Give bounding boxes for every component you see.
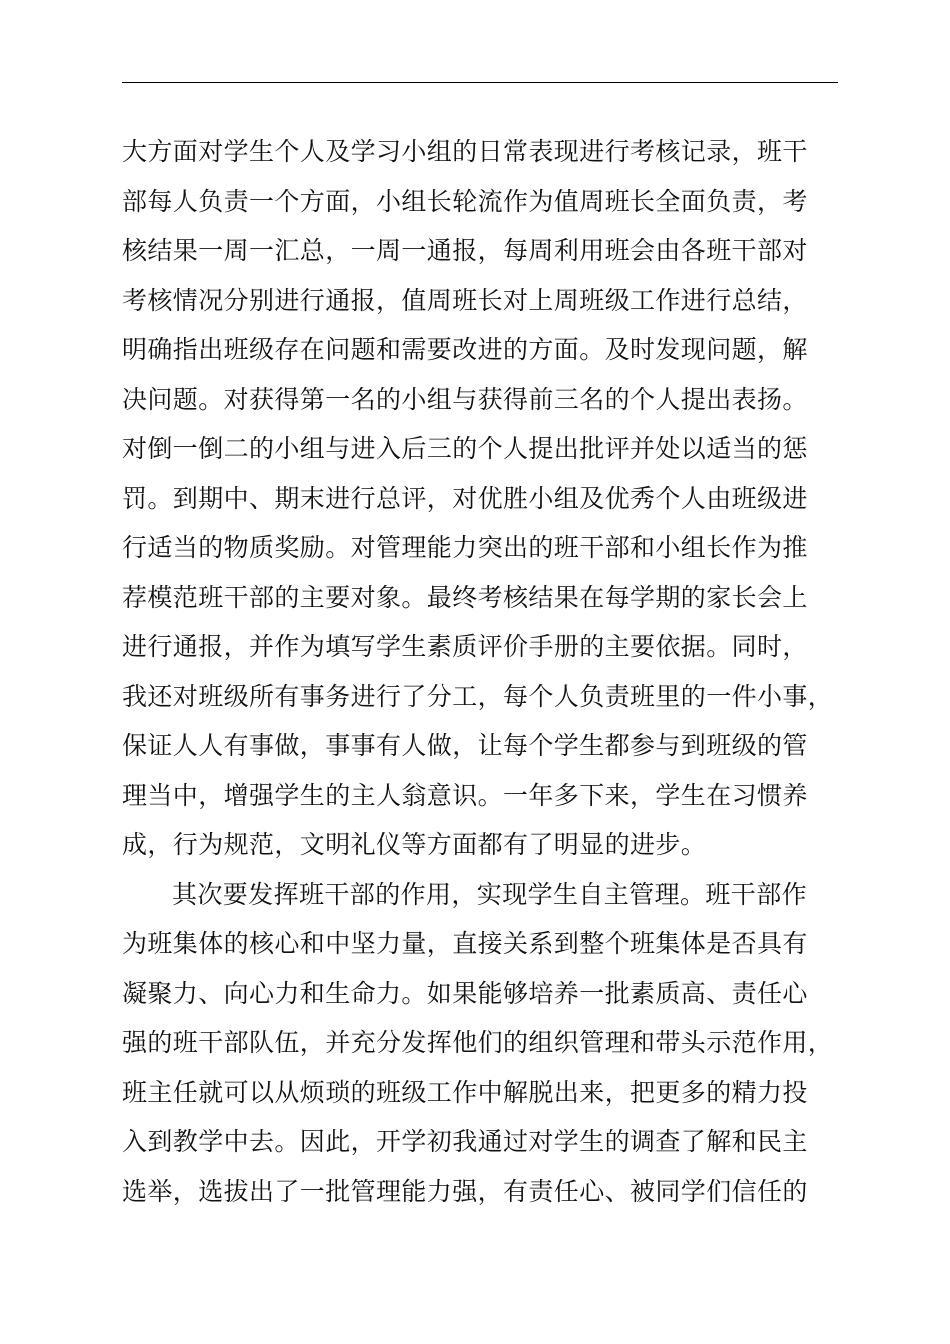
text-line: 选举，选拔出了一批管理能力强，有责任心、被同学们信任的 xyxy=(122,1176,808,1206)
text-line: 进行通报，并作为填写学生素质评价手册的主要依据。同时， xyxy=(122,632,808,661)
text-line: 班主任就可以从烦琐的班级工作中解脱出来，把更多的精力投 xyxy=(122,1077,808,1107)
text-line: 罚。到期中、期末进行总评，对优胜小组及优秀个人由班级进 xyxy=(122,483,808,513)
document-body xyxy=(122,127,867,1216)
text-line: 成，行为规范，文明礼仪等方面都有了明显的进步。 xyxy=(122,830,707,859)
text-line: 为班集体的核心和中坚力量，直接关系到整个班集体是否具有 xyxy=(122,929,808,958)
text-line: 荐模范班干部的主要对象。最终考核结果在每学期的家长会上 xyxy=(122,582,808,612)
text-line: 大方面对学生个人及学习小组的日常表现进行考核记录，班干 xyxy=(122,137,808,166)
text-line: 行适当的物质奖励。对管理能力突出的班干部和小组长作为推 xyxy=(122,533,808,562)
header-rule xyxy=(122,82,838,83)
text-line: 决问题。对获得第一名的小组与获得前三名的个人提出表扬。 xyxy=(122,384,808,414)
text-line: 入到教学中去。因此，开学初我通过对学生的调查了解和民主 xyxy=(122,1127,808,1156)
text-line: 明确指出班级存在问题和需要改进的方面。及时发现问题，解 xyxy=(122,335,808,364)
text-line: 保证人人有事做，事事有人做，让每个学生都参与到班级的管 xyxy=(122,731,808,760)
text-line: 核结果一周一汇总，一周一通报，每周利用班会由各班干部对 xyxy=(122,236,808,265)
text-line: 部每人负责一个方面，小组长轮流作为值周班长全面负责，考 xyxy=(122,186,808,216)
text-line: 我还对班级所有事务进行了分工，每个人负责班里的一件小事， xyxy=(122,681,834,711)
text-line: 凝聚力、向心力和生命力。如果能够培养一批素质高、责任心 xyxy=(122,978,808,1008)
text-line: 对倒一倒二的小组与进入后三的个人提出批评并处以适当的惩 xyxy=(122,434,808,463)
text-line: 理当中，增强学生的主人翁意识。一年多下来，学生在习惯养 xyxy=(122,780,808,810)
paragraph-start-line: 其次要发挥班干部的作用，实现学生自主管理。班干部作 xyxy=(172,879,808,909)
text-line: 强的班干部队伍，并充分发挥他们的组织管理和带头示范作用， xyxy=(122,1028,834,1057)
text-line: 考核情况分别进行通报，值周班长对上周班级工作进行总结， xyxy=(122,285,808,315)
